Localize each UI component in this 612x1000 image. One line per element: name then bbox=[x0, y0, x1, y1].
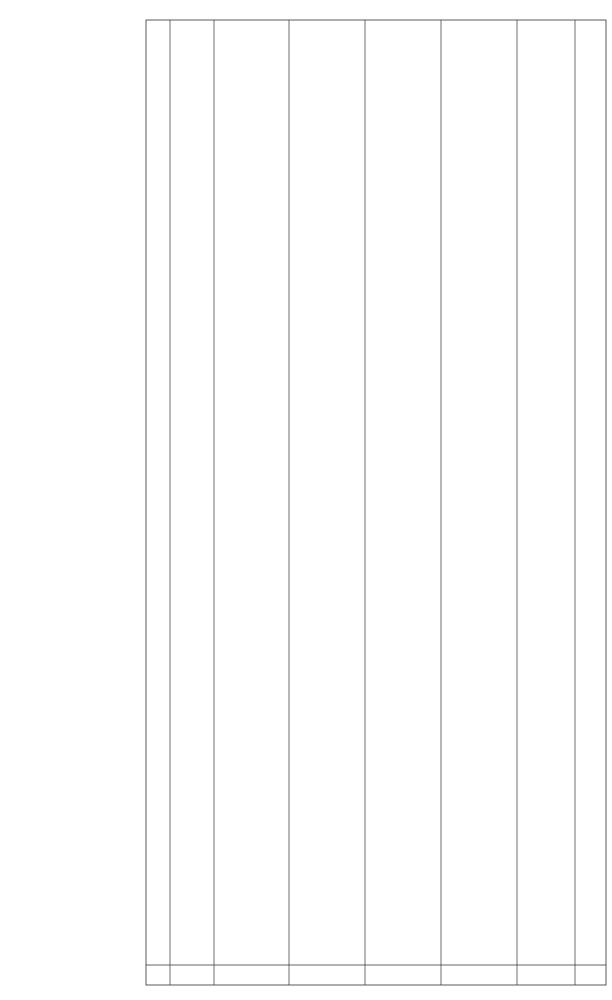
table-frame bbox=[146, 20, 606, 985]
